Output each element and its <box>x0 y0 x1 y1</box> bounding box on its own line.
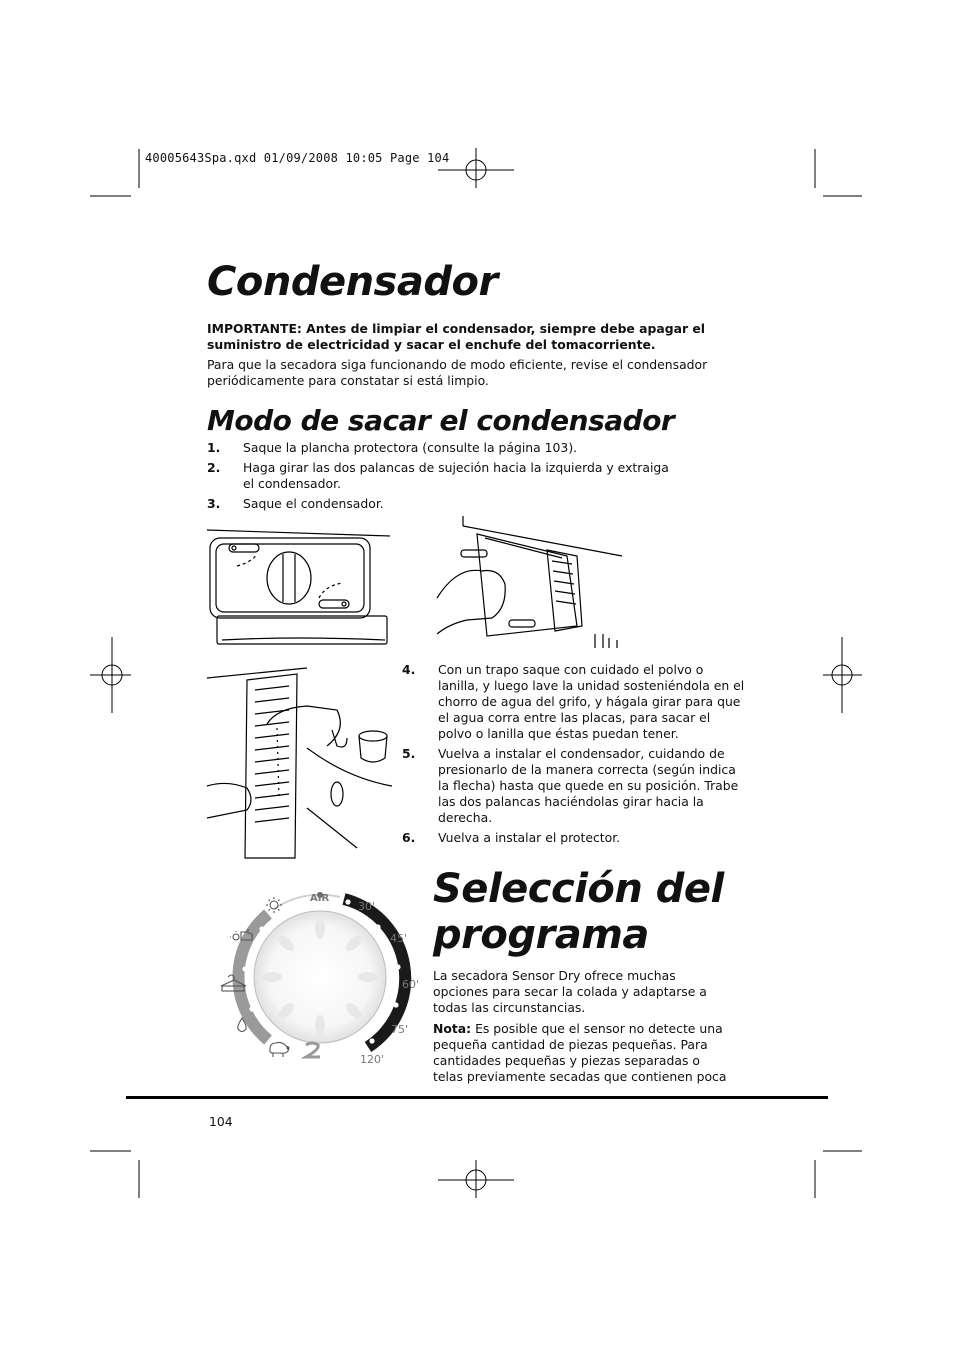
file-slug: 40005643Spa.qxd 01/09/2008 10:05 Page 104 <box>145 151 450 165</box>
steps-list-b <box>402 662 747 850</box>
washing-condenser-illustration <box>207 668 392 858</box>
sheep-icon <box>270 1042 289 1057</box>
intro-paragraph: Para que la secadora siga funcionando de modo eficiente, revise el condensador periódicamente para constatar si está limpio. <box>207 357 708 388</box>
section-subtitle: Modo de sacar el condensador <box>207 404 675 437</box>
important-notice: IMPORTANTE: Antes de limpiar el condensador, siempre debe apagar el suministro de electricidad y sacar el enchufe del tomacorriente. <box>207 321 706 352</box>
program-section-title: Selección del programa <box>433 866 724 958</box>
steps-list-a <box>207 440 677 516</box>
list-item: 4. Con un trapo saque con cuidado el polvo o lanilla, y luego lave la unidad sosteniéndola en el chorro de agua del grifo, y hágala girar para que el agua corra entre las placas, para sacar el polvo o lanilla que éstas puedan tener. <box>402 662 745 741</box>
dial-75-label: 75' <box>391 1023 409 1036</box>
dial-air-label: AIR <box>310 893 330 904</box>
program-dial <box>212 885 432 1070</box>
list-item: 5. Vuelva a instalar el condensador, cuidando de presionarlo de la manera correcta (según indica la flecha) hasta que quede en su posición. Trabe las dos palancas haciéndolas girar hacia la derecha. <box>402 746 739 825</box>
note-label: Nota: <box>433 1021 472 1036</box>
dial-60-label: 60' <box>402 978 420 991</box>
dial-120-label: 120' <box>360 1053 385 1066</box>
condenser-panel-illustration <box>207 528 392 648</box>
page-title: Condensador <box>207 259 498 305</box>
program-intro: La secadora Sensor Dry ofrece muchas opciones para secar la colada y adaptarse a todas las circunstancias. <box>433 968 707 1015</box>
list-item: 2. Haga girar las dos palancas de sujeción hacia la izquierda y extraiga el condensador. <box>207 460 669 491</box>
list-item: 1. Saque la plancha protectora (consulte la página 103). <box>207 440 578 455</box>
dial-45-label: 45' <box>390 932 408 945</box>
list-item: 6. Vuelva a instalar el protector. <box>402 830 621 845</box>
note-text: Es posible que el sensor no detecte una pequeña cantidad de piezas pequeñas. Para cantidades pequeñas y piezas separadas o telas previamente secadas que contienen poca <box>433 1021 727 1084</box>
page-number: 104 <box>209 1114 233 1129</box>
footer-rule <box>126 1096 828 1099</box>
double-dot-icon <box>306 1043 320 1057</box>
dial-30-label: 30' <box>358 900 376 913</box>
note-paragraph <box>433 1021 733 1085</box>
hand-removing-condenser-illustration <box>437 516 637 648</box>
list-item: 3. Saque el condensador. <box>207 496 384 511</box>
